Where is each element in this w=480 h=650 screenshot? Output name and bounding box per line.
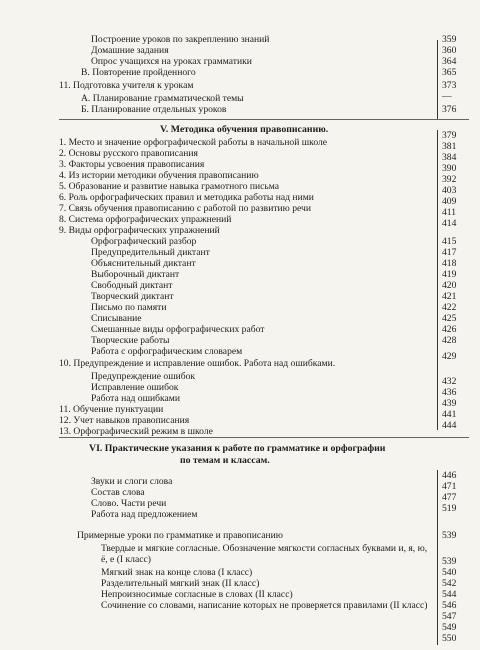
page-number: 432 <box>442 376 457 387</box>
page-number: 471 <box>442 481 457 492</box>
page-number: 429 <box>442 351 457 362</box>
toc-entry: Слово. Части речи <box>91 498 167 509</box>
toc-entry: Творческие работы <box>91 335 170 346</box>
page-number: 390 <box>442 163 457 174</box>
toc-entry: 2. Основы русского правописания <box>59 148 198 159</box>
toc-entry: Звуки и слоги слова <box>91 476 173 487</box>
page-number: 379 <box>442 130 457 141</box>
toc-entry: 6. Роль орфографических правил и методика работы над ними <box>59 192 314 203</box>
divider <box>437 470 438 645</box>
toc-entry: Состав слова <box>91 487 145 498</box>
toc-entry: 7. Связь обучения правописанию с работой по развитию речи <box>59 203 311 214</box>
page-number: 417 <box>442 247 457 258</box>
page-number: 441 <box>442 409 457 420</box>
page-number: 549 <box>442 622 457 633</box>
toc-entry: Выборочный диктант <box>91 269 180 280</box>
page-number: 376 <box>442 104 457 115</box>
toc-entry: Непроизносимые согласные в словах (II класс) <box>101 589 293 600</box>
toc-entry: Объяснительный диктант <box>91 258 196 269</box>
page-number: 428 <box>442 335 457 346</box>
toc-entry: 12. Учет навыков правописания <box>59 415 190 426</box>
toc-entry: В. Повторение пройденного <box>81 67 196 78</box>
toc-entry: Исправление ошибок <box>91 382 179 393</box>
divider <box>437 40 438 120</box>
toc-entry: А. Планирование грамматической темы <box>81 93 244 104</box>
page-number: 364 <box>442 56 457 67</box>
toc-entry: Примерные уроки по грамматике и правописанию <box>77 530 283 541</box>
toc-entry: Свободный диктант <box>91 280 173 291</box>
toc-entry: Списывание <box>91 313 142 324</box>
page-number: 550 <box>442 633 457 644</box>
page-number: 418 <box>442 258 457 269</box>
divider <box>437 130 438 430</box>
toc-entry: 3. Факторы усвоения правописания <box>59 159 205 170</box>
toc-entry: Сочинение со словами, написание которых не проверяется правилами (II класс) <box>101 600 428 611</box>
page-number: 359 <box>442 34 457 45</box>
page-number: 384 <box>442 152 457 163</box>
toc-entry: Смешанные виды орфографических работ <box>91 324 265 335</box>
toc-entry: 9. Виды орфографических упражнений <box>59 225 220 236</box>
page-number: 446 <box>442 470 457 481</box>
toc-entry: Твердые и мягкие согласные. Обозначение мягкости согласных буквами и, я, ю, ё, е (I класс) <box>101 543 428 565</box>
toc-entry: 11. Подготовка учителя к урокам <box>59 80 194 91</box>
toc-entry: 8. Система орфографических упражнений <box>59 214 232 225</box>
divider <box>59 437 469 438</box>
page-number: 365 <box>442 67 457 78</box>
toc-entry: 10. Предупреждение и исправление ошибок. Работа над ошибками. <box>59 358 336 369</box>
page-number: 444 <box>442 420 457 431</box>
page-number: 422 <box>442 302 457 313</box>
page-number: 540 <box>442 567 457 578</box>
toc-entry: Опрос учащихся на уроках грамматики <box>91 56 252 67</box>
toc-entry: Разделительный мягкий знак (II класс) <box>101 578 260 589</box>
toc-entry: Работа с орфографическим словарем <box>91 346 243 357</box>
section-heading: V. Методика обучения правописанию. <box>160 124 329 135</box>
toc-entry: Предупреждение ошибок <box>91 371 196 382</box>
toc-entry: 13. Орфографический режим в школе <box>59 426 213 437</box>
page-number: 547 <box>442 611 457 622</box>
toc-entry: 11. Обучение пунктуации <box>59 404 164 415</box>
page-number: 414 <box>442 218 457 229</box>
page-number: 420 <box>442 280 457 291</box>
page-number: 373 <box>442 80 457 91</box>
toc-entry: 5. Образование и развитие навыка грамотного письма <box>59 181 280 192</box>
toc-entry: Творческий диктант <box>91 291 174 302</box>
section-heading: по темам и классам. <box>180 455 270 466</box>
page-number: 426 <box>442 324 457 335</box>
toc-entry: Работа над предложением <box>91 509 198 520</box>
page-number: — <box>442 91 452 102</box>
page-number: 381 <box>442 141 457 152</box>
page-number: 421 <box>442 291 457 302</box>
toc-entry: Работа над ошибками <box>91 393 180 404</box>
page-number: 539 <box>442 556 457 567</box>
toc-entry: Письмо по памяти <box>91 302 167 313</box>
toc-entry: 4. Из истории методики обучения правописанию <box>59 170 259 181</box>
page-number: 439 <box>442 398 457 409</box>
page-number: 409 <box>442 196 457 207</box>
page-number: 542 <box>442 578 457 589</box>
toc-entry: Б. Планирование отдельных уроков <box>81 104 227 115</box>
toc-entry: Орфографический разбор <box>91 236 197 247</box>
toc-entry: Предупредительный диктант <box>91 247 210 258</box>
page-number: 415 <box>442 236 457 247</box>
page-number: 544 <box>442 589 457 600</box>
page-number: 519 <box>442 503 457 514</box>
divider <box>59 119 469 120</box>
toc-entry: Мягкий знак на конце слова (I класс) <box>101 567 253 578</box>
page-number: 360 <box>442 45 457 56</box>
page-number: 419 <box>442 269 457 280</box>
toc-entry: Домашние задания <box>91 45 169 56</box>
page-number: 403 <box>442 185 457 196</box>
page-number: 411 <box>442 207 457 218</box>
page-number: 436 <box>442 387 457 398</box>
toc-entry: 1. Место и значение орфографической работы в начальной школе <box>59 137 328 148</box>
toc-entry: Построение уроков по закреплению знаний <box>91 34 270 45</box>
page-number: 539 <box>442 530 457 541</box>
section-heading: VI. Практические указания к работе по грамматике и орфографии <box>89 443 386 454</box>
page-number: 425 <box>442 313 457 324</box>
page-number: 477 <box>442 492 457 503</box>
page-number: 392 <box>442 174 457 185</box>
page-number: 546 <box>442 600 457 611</box>
